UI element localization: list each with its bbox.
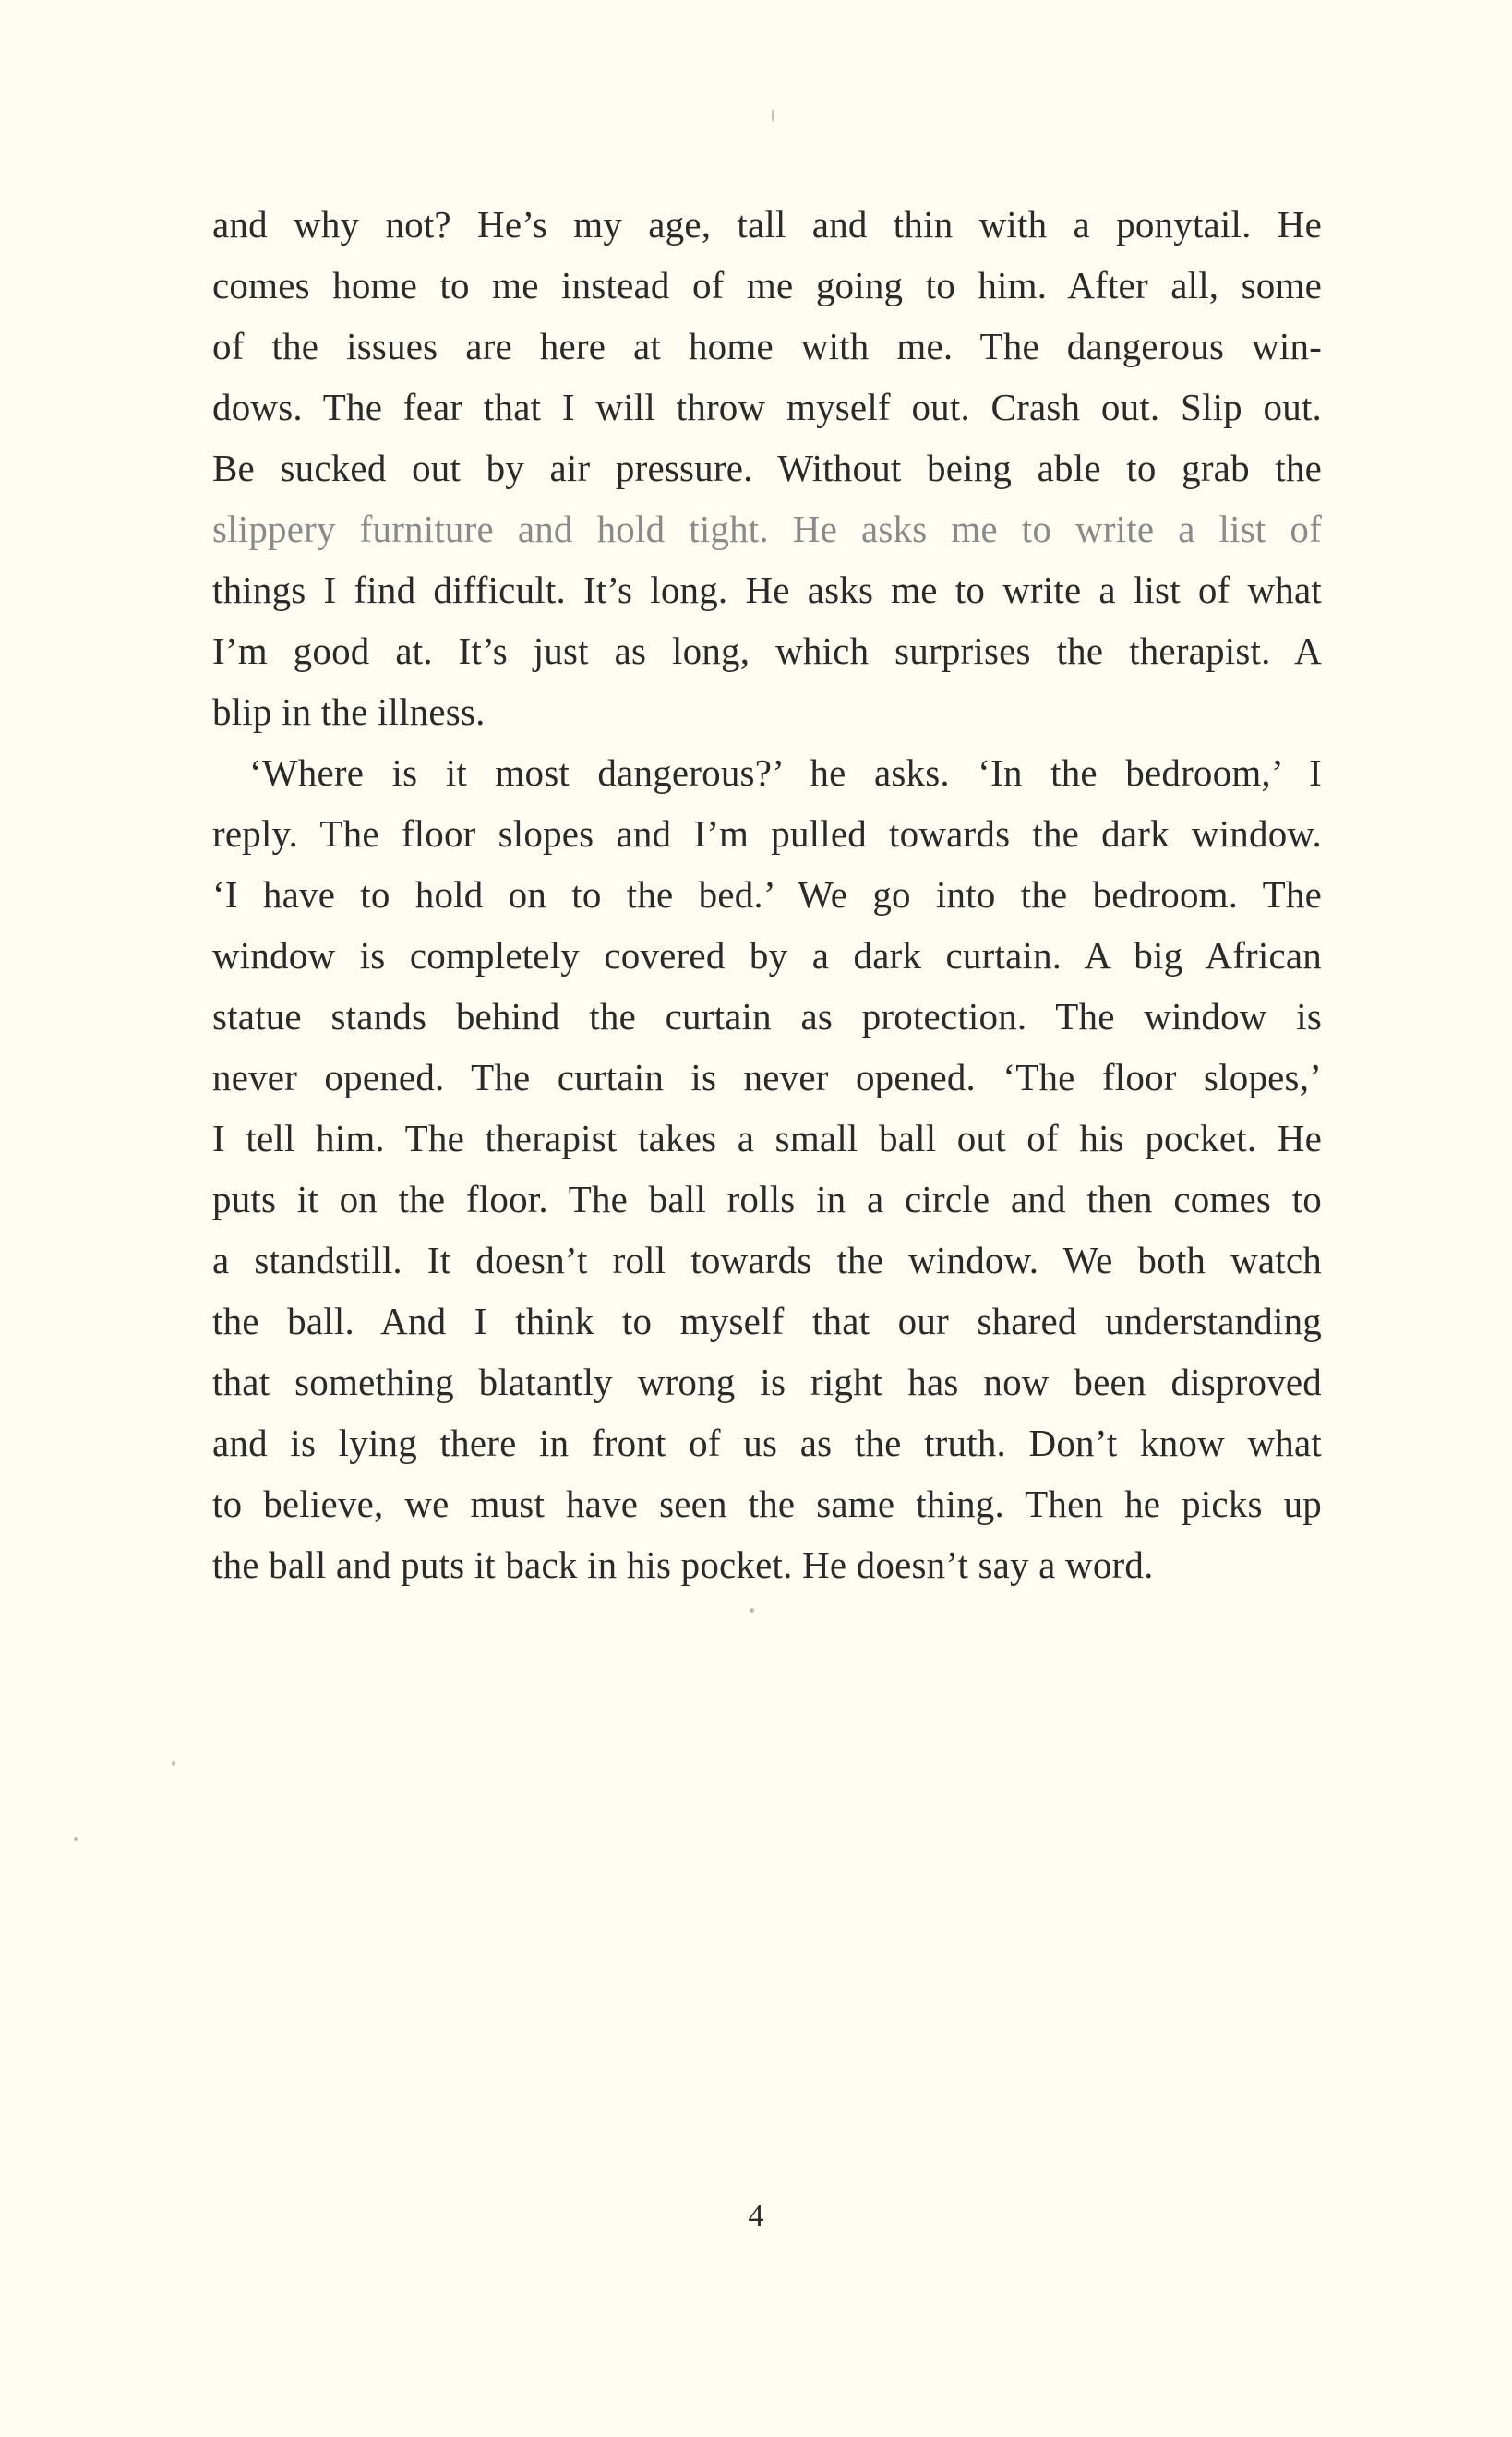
body-text	[212, 194, 1322, 1595]
text-line: that something blatantly wrong is right has now been disproved	[212, 1361, 1322, 1403]
text-line: statue stands behind the curtain as protection. The window is	[212, 995, 1322, 1038]
scan-speck	[172, 1761, 175, 1766]
text-line: and why not? He’s my age, tall and thin with a ponytail. He	[212, 203, 1322, 246]
text-line: I tell him. The therapist takes a small ball out of his pocket. He	[212, 1117, 1322, 1159]
text-line: the ball and puts it back in his pocket. He doesn’t say a word.	[212, 1543, 1154, 1586]
paragraph-2	[212, 742, 1322, 1595]
scan-speck	[750, 1608, 754, 1613]
text-line: things I find difficult. It’s long. He asks me to write a list of what	[212, 569, 1322, 611]
text-line: ‘Where is it most dangerous?’ he asks. ‘In the bedroom,’ I	[249, 751, 1322, 794]
text-line: of the issues are here at home with me. The dangerous win-	[212, 325, 1322, 367]
paragraph-1	[212, 194, 1322, 742]
text-line: to believe, we must have seen the same thing. Then he picks up	[212, 1483, 1322, 1525]
text-line: ‘I have to hold on to the bed.’ We go into the bedroom. The	[212, 873, 1322, 916]
page-number: 4	[748, 2199, 764, 2233]
text-line: comes home to me instead of me going to him. After all, some	[212, 264, 1322, 306]
text-line: reply. The floor slopes and I’m pulled towards the dark window.	[212, 812, 1322, 855]
text-line: I’m good at. It’s just as long, which surprises the therapist. A	[212, 630, 1322, 672]
scan-speck	[74, 1837, 78, 1841]
text-line: never opened. The curtain is never opened. ‘The floor slopes,’	[212, 1056, 1322, 1098]
text-line: dows. The fear that I will throw myself out. Crash out. Slip out.	[212, 386, 1322, 428]
text-line: and is lying there in front of us as the truth. Don’t know what	[212, 1422, 1322, 1464]
scan-speck	[772, 109, 774, 122]
text-line: Be sucked out by air pressure. Without being able to grab the	[212, 447, 1322, 489]
text-line: slippery furniture and hold tight. He asks me to write a list of	[212, 508, 1322, 550]
text-line: blip in the illness.	[212, 690, 486, 733]
text-line: the ball. And I think to myself that our shared understanding	[212, 1300, 1322, 1342]
text-line: window is completely covered by a dark curtain. A big African	[212, 934, 1322, 977]
text-line: a standstill. It doesn’t roll towards the window. We both watch	[212, 1239, 1322, 1281]
text-line: puts it on the floor. The ball rolls in a circle and then comes to	[212, 1178, 1322, 1220]
